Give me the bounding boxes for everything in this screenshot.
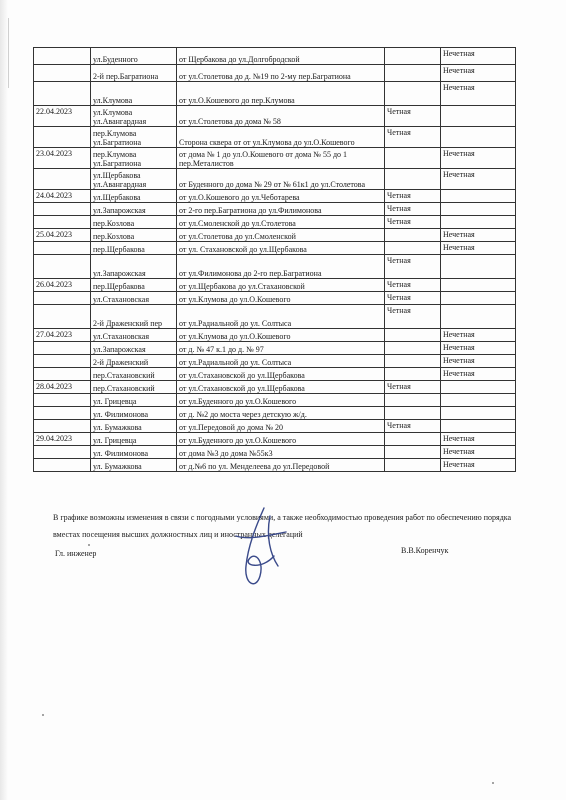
scan-dust-dot: [42, 714, 44, 716]
table-row: [34, 279, 516, 292]
table-row: [34, 355, 516, 368]
odd-side-cell: Нечетная: [441, 229, 516, 242]
odd-side-cell: Нечетная: [441, 82, 516, 106]
odd-side-cell: Нечетная: [441, 148, 516, 169]
date-cell: 28.04.2023: [34, 381, 91, 394]
table-row: [34, 407, 516, 420]
date-cell: 25.04.2023: [34, 229, 91, 242]
table-row: [34, 203, 516, 216]
odd-side-cell: Нечетная: [441, 446, 516, 459]
section-cell: от ул.О.Кошевого до ул.Чеботарева: [177, 190, 385, 203]
table-row: [34, 106, 516, 127]
section-cell: от ул.Филимонова до 2-го пер.Багратиона: [177, 255, 385, 279]
odd-side-cell: [441, 394, 516, 407]
section-cell: от д.№6 по ул. Менделеева до ул.Передовой: [177, 459, 385, 472]
section-cell: от ул.Передовой до дома № 20: [177, 420, 385, 433]
scan-dust-dot: [88, 544, 90, 546]
date-cell: [34, 127, 91, 148]
street-cell: пер.Стахановский: [91, 381, 177, 394]
table-row: [34, 381, 516, 394]
odd-side-cell: Нечетная: [441, 355, 516, 368]
table-row: [34, 329, 516, 342]
odd-side-cell: [441, 106, 516, 127]
even-side-cell: [385, 229, 441, 242]
section-cell: от ул.Столетова до ул.Смоленской: [177, 229, 385, 242]
date-cell: 27.04.2023: [34, 329, 91, 342]
odd-side-cell: Нечетная: [441, 48, 516, 65]
table-row: [34, 292, 516, 305]
signer-position: Гл. инженер: [55, 549, 97, 558]
street-cell: пер.Клумова ул.Багратиона: [91, 148, 177, 169]
section-cell: от ул.Буденного до ул.О.Кошевого: [177, 394, 385, 407]
section-cell: от ул.Клумова до ул.О.Кошевого: [177, 329, 385, 342]
even-side-cell: [385, 242, 441, 255]
date-cell: [34, 420, 91, 433]
table-row: [34, 127, 516, 148]
even-side-cell: Четная: [385, 255, 441, 279]
even-side-cell: Четная: [385, 279, 441, 292]
section-cell: от ул.Буденного до ул.О.Кошевого: [177, 433, 385, 446]
table-row: [34, 433, 516, 446]
odd-side-cell: [441, 279, 516, 292]
date-cell: [34, 169, 91, 190]
street-cell: ул. Бумажкова: [91, 420, 177, 433]
street-cell: пер.Козлова: [91, 229, 177, 242]
date-cell: [34, 65, 91, 82]
schedule-note: В графике возможны изменения в связи с погодными условиями, а также необходимостью проведения работ по обеспечению порядка вместах посещения высших должностных лиц и иностранных делегаций: [53, 513, 512, 539]
street-cell: ул.Запарожская: [91, 203, 177, 216]
odd-side-cell: [441, 305, 516, 329]
section-cell: от ул.Радиальной до ул. Солтыса: [177, 355, 385, 368]
odd-side-cell: Нечетная: [441, 368, 516, 381]
even-side-cell: [385, 148, 441, 169]
date-cell: [34, 355, 91, 368]
date-cell: [34, 203, 91, 216]
date-cell: 24.04.2023: [34, 190, 91, 203]
table-row: [34, 65, 516, 82]
section-cell: от ул.Смоленской до ул.Столетова: [177, 216, 385, 229]
odd-side-cell: Нечетная: [441, 459, 516, 472]
section-cell: от ул.Столетова до д. №19 по 2-му пер.Багратиона: [177, 65, 385, 82]
schedule-body: [34, 48, 516, 472]
table-row: [34, 459, 516, 472]
street-cell: ул.Запарожская: [91, 255, 177, 279]
even-side-cell: [385, 459, 441, 472]
street-cell: ул.Буденного: [91, 48, 177, 65]
even-side-cell: Четная: [385, 292, 441, 305]
odd-side-cell: Нечетная: [441, 342, 516, 355]
even-side-cell: [385, 407, 441, 420]
street-cell: ул. Грицевца: [91, 394, 177, 407]
even-side-cell: [385, 342, 441, 355]
odd-side-cell: [441, 127, 516, 148]
odd-side-cell: [441, 216, 516, 229]
odd-side-cell: [441, 420, 516, 433]
street-cell: 2-й Драженский: [91, 355, 177, 368]
date-cell: [34, 216, 91, 229]
date-cell: [34, 342, 91, 355]
even-side-cell: [385, 368, 441, 381]
section-cell: от ул.Стахановской до ул.Щербакова: [177, 368, 385, 381]
even-side-cell: [385, 169, 441, 190]
street-cell: ул.Клумова ул.Авангардная: [91, 106, 177, 127]
date-cell: [34, 82, 91, 106]
table-row: [34, 82, 516, 106]
even-side-cell: [385, 394, 441, 407]
date-cell: [34, 446, 91, 459]
even-side-cell: Четная: [385, 106, 441, 127]
table-row: [34, 216, 516, 229]
scan-margin-line: [8, 18, 9, 88]
even-side-cell: [385, 329, 441, 342]
section-cell: от ул. Стахановской до ул.Щербакова: [177, 242, 385, 255]
date-cell: [34, 292, 91, 305]
street-cell: ул.Щербакова ул.Авангардная: [91, 169, 177, 190]
section-cell: от ул.Клумова до ул.О.Кошевого: [177, 292, 385, 305]
street-cell: ул.Щербакова: [91, 190, 177, 203]
table-row: [34, 169, 516, 190]
section-cell: от д. №2 до моста через детскую ж/д.: [177, 407, 385, 420]
street-cell: пер.Стахановский: [91, 368, 177, 381]
date-cell: 29.04.2023: [34, 433, 91, 446]
date-cell: [34, 368, 91, 381]
date-cell: [34, 255, 91, 279]
table-row: [34, 420, 516, 433]
odd-side-cell: [441, 255, 516, 279]
even-side-cell: [385, 446, 441, 459]
section-cell: от Буденного до дома № 29 от № 61к1 до ул.Столетова: [177, 169, 385, 190]
street-cell: ул.Стахановская: [91, 329, 177, 342]
table-row: [34, 229, 516, 242]
odd-side-cell: [441, 203, 516, 216]
section-cell: от Щербакова до ул.Долгобродской: [177, 48, 385, 65]
section-cell: от ул.Столетова до дома № 58: [177, 106, 385, 127]
table-row: [34, 305, 516, 329]
table-row: [34, 242, 516, 255]
section-cell: от 2-го пер.Багратиона до ул.Филимонова: [177, 203, 385, 216]
date-cell: [34, 394, 91, 407]
cleaning-schedule-table: [33, 47, 516, 472]
odd-side-cell: [441, 190, 516, 203]
section-cell: от дома № 1 до ул.О.Кошевого от дома № 55 до 1 пер.Металистов: [177, 148, 385, 169]
street-cell: ул.Запарожская: [91, 342, 177, 355]
even-side-cell: [385, 82, 441, 106]
date-cell: [34, 305, 91, 329]
odd-side-cell: Нечетная: [441, 433, 516, 446]
odd-side-cell: Нечетная: [441, 242, 516, 255]
odd-side-cell: [441, 292, 516, 305]
even-side-cell: Четная: [385, 216, 441, 229]
even-side-cell: Четная: [385, 420, 441, 433]
street-cell: 2-й пер.Багратиона: [91, 65, 177, 82]
street-cell: пер.Козлова: [91, 216, 177, 229]
section-cell: от ул.Щербакова до ул.Стахановской: [177, 279, 385, 292]
section-cell: от дома №3 до дома №55к3: [177, 446, 385, 459]
table-row: [34, 342, 516, 355]
street-cell: ул. Филимонова: [91, 446, 177, 459]
odd-side-cell: Нечетная: [441, 329, 516, 342]
section-cell: от ул.Стахановской до ул.Щербакова: [177, 381, 385, 394]
section-cell: Сторона сквера от от ул.Клумова до ул.О.Кошевого: [177, 127, 385, 148]
street-cell: ул. Бумажкова: [91, 459, 177, 472]
even-side-cell: [385, 433, 441, 446]
date-cell: [34, 48, 91, 65]
table-row: [34, 446, 516, 459]
date-cell: 26.04.2023: [34, 279, 91, 292]
even-side-cell: [385, 48, 441, 65]
odd-side-cell: [441, 407, 516, 420]
date-cell: [34, 459, 91, 472]
street-cell: пер.Клумова ул.Багратиона: [91, 127, 177, 148]
section-cell: от ул.Радиальной до ул. Солтыса: [177, 305, 385, 329]
street-cell: пер.Щербакова: [91, 279, 177, 292]
section-cell: от д. № 47 к.1 до д. № 97: [177, 342, 385, 355]
even-side-cell: Четная: [385, 127, 441, 148]
odd-side-cell: Нечетная: [441, 65, 516, 82]
even-side-cell: [385, 65, 441, 82]
even-side-cell: Четная: [385, 381, 441, 394]
odd-side-cell: [441, 381, 516, 394]
scan-edge-shadow: [0, 0, 8, 800]
table-row: [34, 368, 516, 381]
street-cell: 2-й Драженский пер: [91, 305, 177, 329]
table-row: [34, 190, 516, 203]
date-cell: 22.04.2023: [34, 106, 91, 127]
table-row: [34, 148, 516, 169]
date-cell: [34, 242, 91, 255]
street-cell: пер.Щербакова: [91, 242, 177, 255]
even-side-cell: Четная: [385, 203, 441, 216]
table-row: [34, 48, 516, 65]
date-cell: [34, 407, 91, 420]
table-row: [34, 394, 516, 407]
street-cell: ул. Грицевца: [91, 433, 177, 446]
handwritten-signature: [226, 506, 296, 596]
scan-dust-dot: [492, 782, 494, 784]
even-side-cell: Четная: [385, 305, 441, 329]
even-side-cell: Четная: [385, 190, 441, 203]
street-cell: ул. Филимонова: [91, 407, 177, 420]
street-cell: ул.Стахановская: [91, 292, 177, 305]
signer-name: В.В.Коренчук: [401, 546, 449, 555]
street-cell: ул.Клумова: [91, 82, 177, 106]
odd-side-cell: Нечетная: [441, 169, 516, 190]
table-row: [34, 255, 516, 279]
section-cell: от ул.О.Кошевого до пер.Клумова: [177, 82, 385, 106]
even-side-cell: [385, 355, 441, 368]
date-cell: 23.04.2023: [34, 148, 91, 169]
